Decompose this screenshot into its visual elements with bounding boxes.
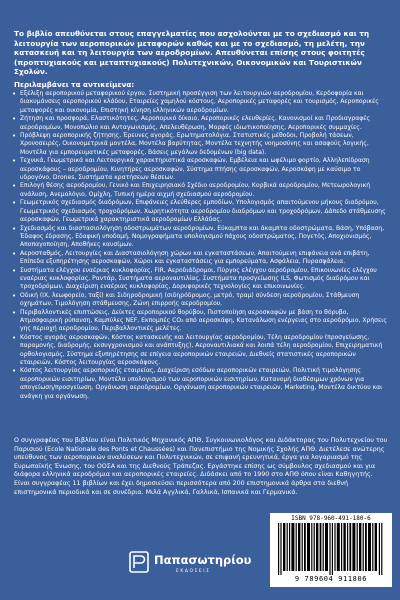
bullet-icon: • — [12, 266, 17, 275]
barcode-digits: 9 789604 911806 — [294, 575, 368, 583]
isbn-text: ISBN 978-960-491-180-6 — [291, 515, 371, 522]
intro-paragraph: Το βιβλίο απευθύνεται στους επαγγελματίες που ασχολούνται με το σχεδιασμό και τη λειτουργία των αεροπορικών μεταφορών καθώς και με το σχεδιασμό, τη μελέτη, την κατασκευή και τη λειτουργία των αεροδρομίων. Απευθύνεται επίσης στους φοιτητές (προπτυχιακούς και μεταπτυχιακούς) Πολυτεχνικών, Οικονομικών και Τουριστικών Σχολών. — [14, 29, 370, 77]
bullet-icon: • — [12, 367, 17, 376]
topic-item: • Ζήτηση και προσφορά, Ελαστικότητες, Αεροπορικό δίκαιο, Αεροπορικές ελευθερίες, Κανονισμοί και Προδιαγραφές αεροδρομίων, Μονοπώλιο και Ανταγωνισμός, Απελευθέρωση, Μορφές ιδιωτικοποίησης, Αεροπορικές συμμαχίες. — [12, 115, 371, 131]
topic-item: • Γεωμετρικός σχεδιασμός διαδρόμων, Επιφάνειες ελεύθερες εμποδίων, Υπολογισμός απαιτούμενου μήκους διαδρόμου, Γεωμετρικός σχεδιασμός τροχοδρόμων, Χωρητικότητα αεροδρομίου διαδρόμων και τροχοδρόμων, Δάπεδο στάθμευσης αεροσκαφών, Γεωμετρικά χαρακτηριστικά αεροδρομίων Ελλάδας. — [12, 199, 386, 224]
publisher-name: Παπασωτηρίου — [154, 553, 252, 567]
bullet-icon: • — [12, 115, 17, 124]
topic-item: • Επιλογή θέσης αεροδρομίου, Γενικό και Επιχειρησιακό Σχέδιο αεροδρομίου, Κορβικά αεροδρομίου, Μετεωρολογική ανάλυση, Ανεμολόγιο, Ομίχλη, Τυπική ημέρα αιχμή σχεδιασμού αεροδρομίου. — [12, 182, 371, 198]
topic-item: • Σχεδιασμός και διαστασιολόγηση οδοστρωμάτων αεροδρομίων, Εύκαμπτα και άκαμπτα οδοστρώματα, Βάση, Υπόβαση, Έδαφος έδρασης, Εδαφική υποδομή, Νομογραφήματα υπολογισμού πάχους οδοστρώματος, Πογετός, Αποχιονισμός, Αποπαγοποίηση, Αποθήκες καυσίμων. — [12, 224, 385, 249]
bullet-icon: • — [12, 132, 17, 141]
topic-item: • Συστήματα ελέγχου εναέριας κυκλοφορίας, FIR, Αεροδιάδρομοι, Πύργος ελέγχου αεροδρομίου, Επικοινωνίες ελέγχου εναέριας κυκλοφορίας, Ραντάρ, Συστήματα αεροναυτιλίας, Συστήματα προσγείωσης ILS, Φωτισμός διαδρόμου και τροχοδρόμων, Διαχείριση εναέριας κυκλοφορίας, Δορυφορικές τεχνολογίες και επικοινωνίες. — [12, 266, 377, 291]
barcode — [270, 513, 392, 587]
publisher-subtitle: ΕΚΔΟΣΕΙΣ — [176, 569, 211, 574]
topic-item: • Αεροσταθμός, Λειτουργίες και Διαστασιολόγηση χώρων και εγκαταστάσεων, Απαιτούμενη επιφάνεια ανά επιβάτη, Επίπεδα εξυπηρέτησης αεροσκαφών, Χώροι και εγκαταστάσεις για εμπορεύματα, Ασφάλεια, Πυρασφάλεια. — [12, 249, 370, 266]
bullet-icon: • — [12, 224, 17, 233]
topic-item: • Πρόβλεψη αεροπορικής ζήτησης, Έρευνες αγοράς, Ερωτηματολόγια, Στατιστικές μέθοδοι, Προβολή τάσεων, Χρονοσειρές, Οικονομετρικά μοντέλα, Μοντέλα βαρύτητας, Μοντέλα τεχνητής νοημοσύνης και ασαφούς λογικής, Μοντέλα για εμπορευματικές μεταφορές, Βάσεις μεγάλων δεδομένων (big data). — [12, 132, 369, 156]
topic-item: • Κόστος αγοράς αεροσκαφών, Κόστος κατασκευής και λειτουργίας αεροδρομίου, Τέλη αεροδρομίου (προσγείωσης, παραμονής, διαδρομής, εκσυγχρονισμού και ανάπτυξης), Αεροναυτιλιακά και λοιπά τέλη αεροδρομίου, Επιχειρηματική ορθολογισμός, Σύστημα εξυπηρέτησης σε επίγεια αεροπορικών εταιρειών, Διεθνείς στατιστικές αεροπορικών εταιρειών, Κόστος λειτουργίας αεροσκάφους. — [12, 333, 383, 366]
bullet-icon: • — [12, 90, 17, 98]
author-bio: Ο συγγραφέας του βιβλίου είναι Πολιτικός Μηχανικός ΑΠΘ, Συγκοινωνιολόγος και Διδάκτορας του Πολυτεχνείου του Παρισιού (Ecole Nationale des Ponts et Chaussées) και Πανεπιστήμιο της Νομικής Σχολής ΑΠΘ. Διετέλεσε ανώτερης υπεύθυνος των αεροπορικών αναλύσεων και Πολυτεχνικών, σε επιφανή ερευνητικά, έργα για λογαριασμό της Ευρωπαϊκής Ένωσης, του ΟΟΣΑ και της Διεθνούς Τράπεζας. Εργάστηκε επίσης ως σύμβουλος σχεδιασμού και για διάφορα ελληνικά αεροδρόμια και αεροπορικές εταιρείες. Διδάσκει από το 1990 στο ΑΠΘ όπου είναι Καθηγητής. Είναι συγγραφέας 11 βιβλίων και έχει δημοσιεύσει περισσότερα από 200 επιστημονικά άρθρα στα διεθνή επιστημονικά περιοδικά και σε συνέδρια. Μιλά Αγγλικά, Γαλλικά, Ισπανικά και Γερμανικά. — [14, 437, 388, 496]
topic-list — [10, 90, 390, 401]
bullet-icon: • — [12, 333, 17, 342]
publisher-emblem-icon — [128, 550, 150, 574]
topic-item: • Περιβαλλοντικές επιπτώσεις, Δείκτες αεροπορικού θορύβου, Πιστοποίηση αεροσκαφών με βάση το θόρυβο, Ατμοσφαιρική ρύπανση, Καμπύλες NEF, Εκπομπές CO₂ από αεροσκάφη, Κατανάλωση ενέργειας στο αεροδρόμιο, Χρήσεις γης περιοχή αεροδρομίου, Περιβαλλοντικές μελέτες. — [12, 308, 387, 333]
bullet-icon: • — [12, 182, 17, 191]
topic-item: • Κόστος λειτουργίας αεροπορικής εταιρείας, Διαχείριση εσόδων αεροπορικών εταιρειών, Πολιτική τιμολόγησης αεροπορικών εισιτηρίων, Μοντέλα υπολογισμού των αεροπορικών εισιτηρίων, Κατανομή διαθέσιμων χρόνων για απογείωση/προσγείωση, Οργάνωση αεροδρομίων, Οργάνωση αεροπορικών εταιρειών, Marketing, Μοντέλα δικτύου και ανάγκη για οργάνωση. — [12, 367, 383, 400]
bullet-icon: • — [12, 157, 17, 166]
publisher-logo — [128, 547, 252, 581]
bullet-icon: • — [12, 291, 17, 300]
topic-item: • Οδική (IX, λεωφορείο, ταξί) και Σιδηροδρομική (σιδηρόδρομος, μετρό, τραμ) σύνδεση αεροδρομίου, Στάθμευση οχημάτων, Τιμολόγηση στάθμευσης, Ζώνη επιρροής αεροδρομίου. — [12, 291, 360, 308]
includes-heading: Περιλαμβάνει τα αντικείμενα: — [14, 80, 135, 89]
topic-item: • Τεχνικά, Γεωμετρικά και Λειτουργικά χαρακτηριστικά αεροσκαφών, Εμβέλεια και ωφέλιμο φορτίο, Αλληλεπίδραση αεροσκάφους – αεροδρομίου, Κινητήρες αεροσκαφών, Σύστημα πτήσης αεροσκαφών, Αεροσκάφη με καύσιμο το υδρογόνο, Drones, Συστήματα κρατήσεων θέσεων. — [12, 157, 370, 182]
topic-item: • Εξέλιξη αεροπορικού μεταφορικού έργου, Συστημική προσέγγιση των λειτουργιών αεροδρομίου, Κερδοφορία και διακυμάνσεις αεροπορικού κλάδου, Εταιρείες χαμηλού κόστους, Αεροπορικές μεταφορές και τουρισμός, Αεροπορικές μεταφορές και οικονομία, Επιστηκή κίνηση ελληνικών αεροδρομίων. — [12, 90, 379, 114]
barcode-bars-icon — [276, 523, 386, 575]
bullet-icon: • — [12, 308, 17, 317]
bullet-icon: • — [12, 249, 17, 258]
bullet-icon: • — [12, 199, 17, 208]
